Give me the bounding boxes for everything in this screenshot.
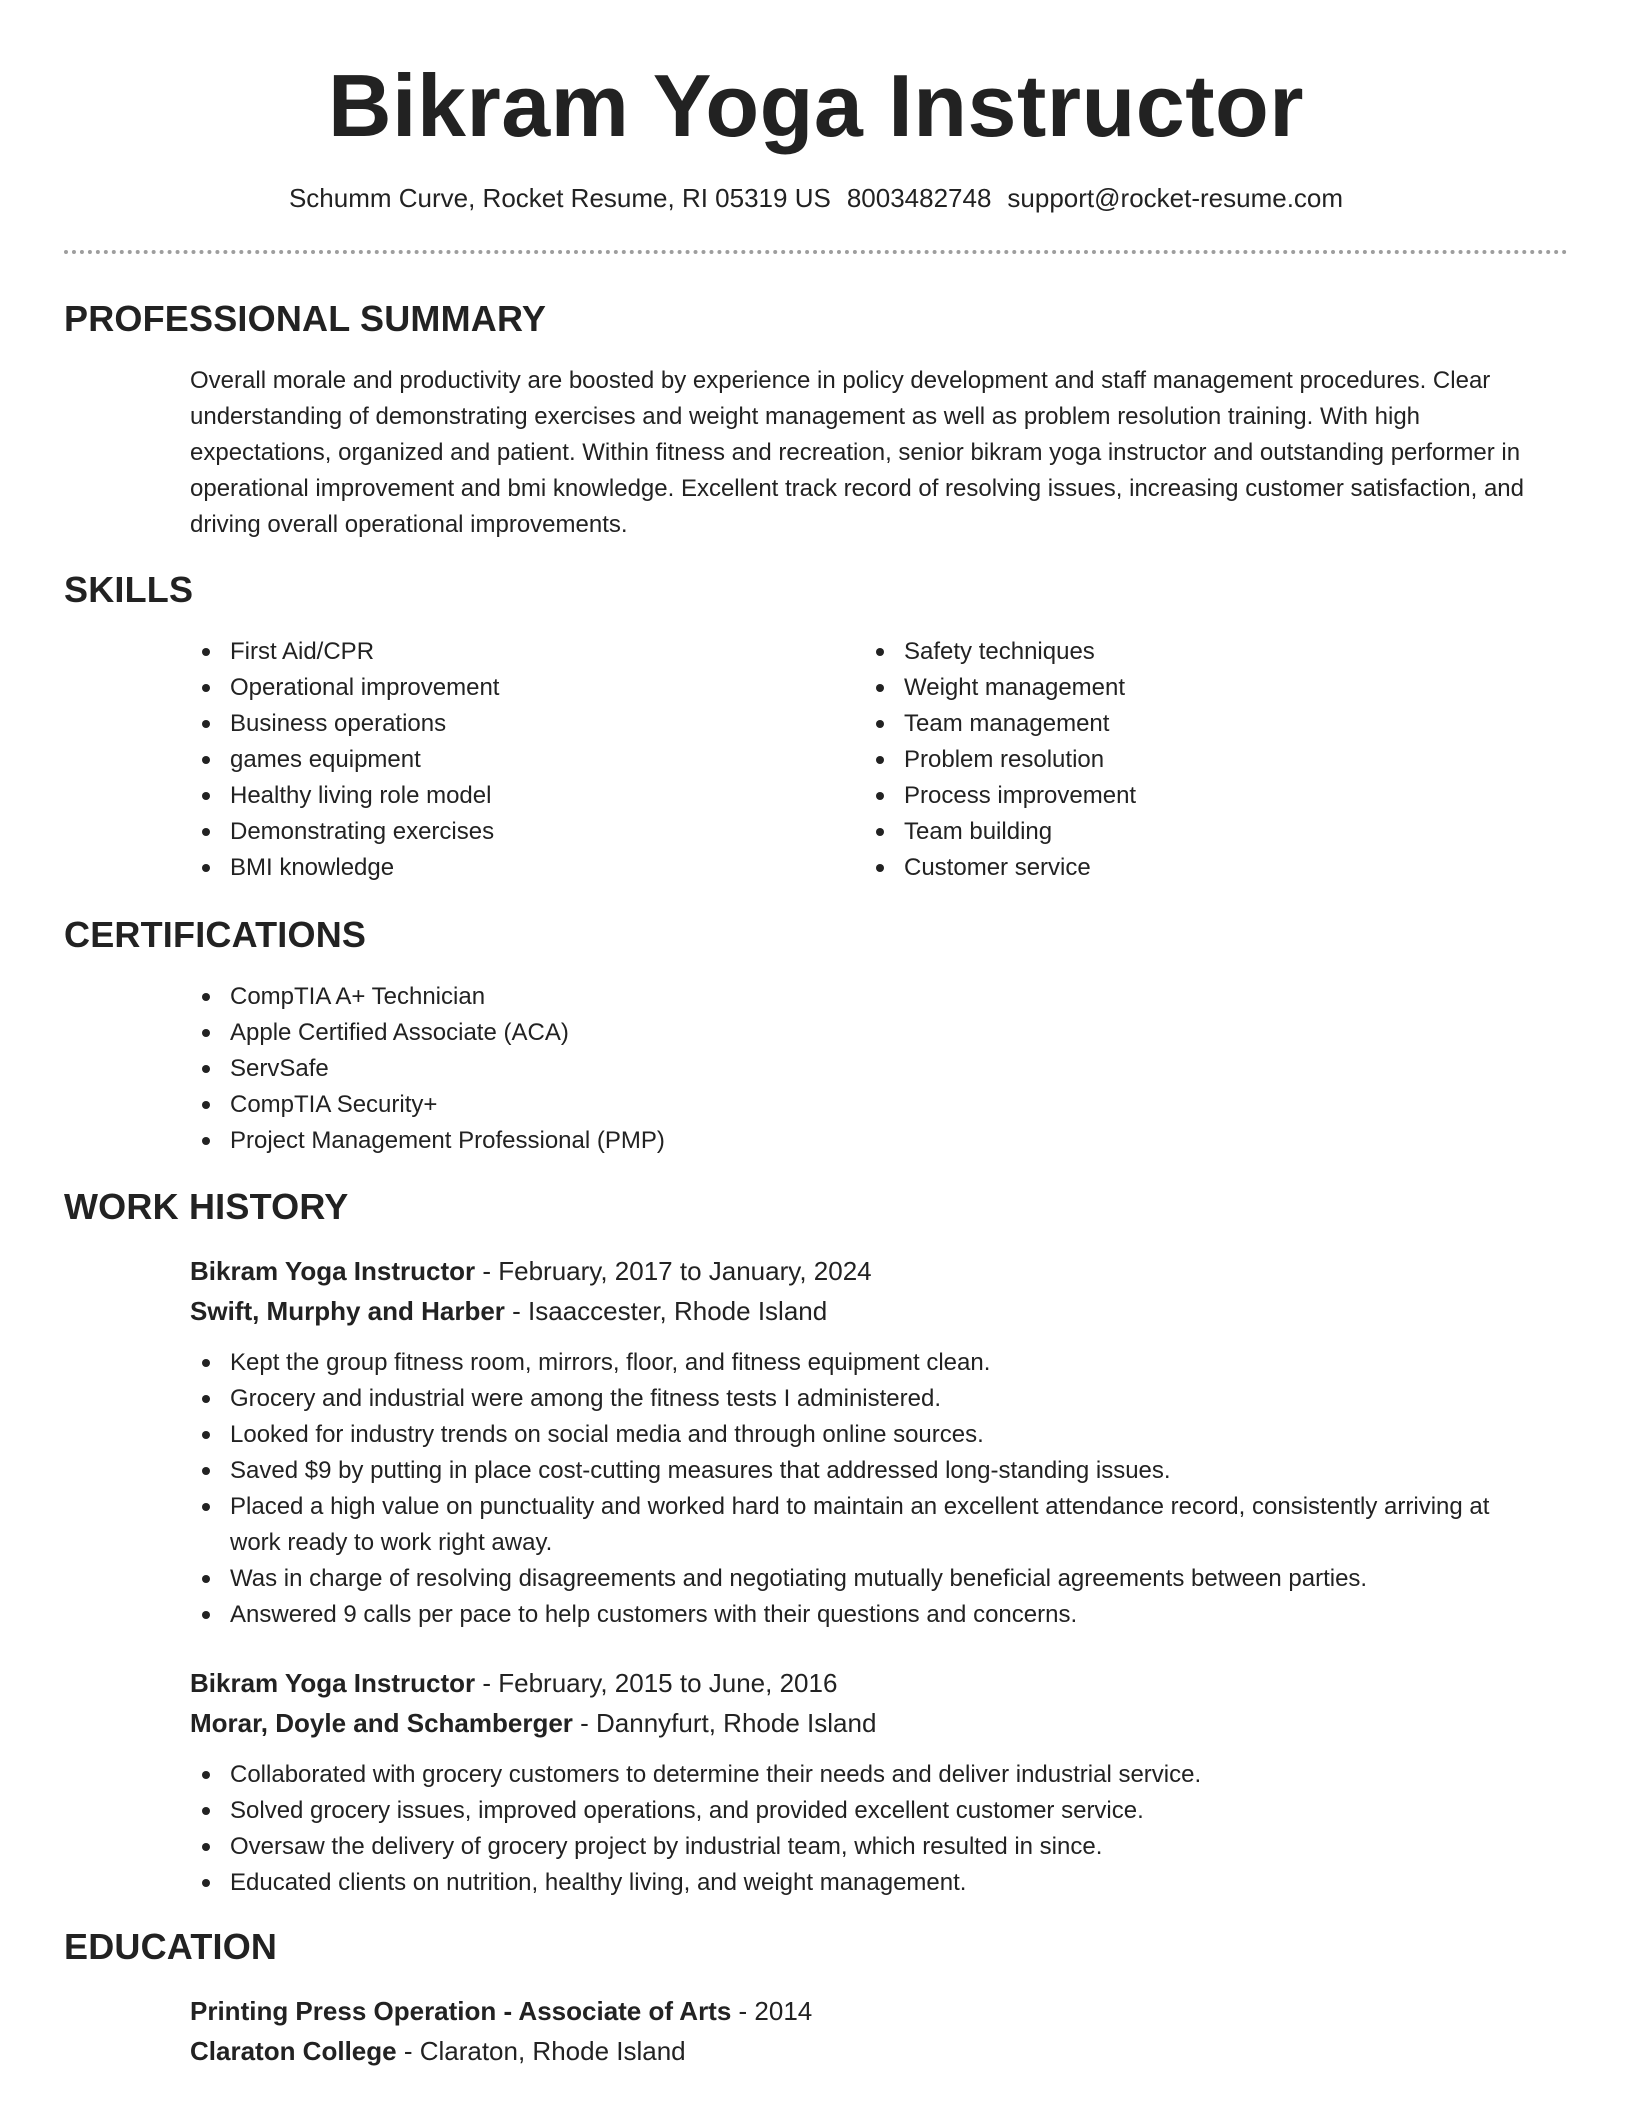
job-bullet: Collaborated with grocery customers to determine their needs and deliver industrial service. — [186, 1757, 1546, 1793]
certification-item: Project Management Professional (PMP) — [186, 1123, 1186, 1159]
skill-item: First Aid/CPR — [186, 634, 826, 670]
job-location: - Isaaccester, Rhode Island — [504, 1296, 828, 1326]
job-bullet: Was in charge of resolving disagreements and negotiating mutually beneficial agreements between parties. — [186, 1561, 1546, 1597]
skill-item: Healthy living role model — [186, 778, 826, 814]
skill-item: Problem resolution — [860, 742, 1500, 778]
job-bullet: Oversaw the delivery of grocery project by industrial team, which resulted in since. — [186, 1829, 1546, 1865]
job-location: - Dannyfurt, Rhode Island — [572, 1708, 877, 1738]
section-title-summary: PROFESSIONAL SUMMARY — [64, 298, 547, 339]
education-degree-line — [190, 1991, 812, 2031]
job-2-title-line — [190, 1663, 837, 1703]
job-bullet: Looked for industry trends on social media and through online sources. — [186, 1417, 1546, 1453]
skill-item: Business operations — [186, 706, 826, 742]
contact-address: Schumm Curve, Rocket Resume, RI 05319 US — [288, 183, 831, 213]
section-title-skills: SKILLS — [64, 569, 194, 610]
job-dates: - February, 2015 to June, 2016 — [475, 1668, 838, 1698]
job-company: Swift, Murphy and Harber — [190, 1296, 505, 1326]
header-divider — [64, 250, 1568, 254]
job-dates: - February, 2017 to January, 2024 — [475, 1256, 872, 1286]
contact-phone: 8003482748 — [846, 183, 992, 213]
job-1-company-line — [190, 1291, 827, 1331]
job-bullet: Grocery and industrial were among the fitness tests I administered. — [186, 1381, 1546, 1417]
skill-item: BMI knowledge — [186, 850, 826, 886]
skill-item: Team management — [860, 706, 1500, 742]
job-2-bullets — [186, 1757, 1546, 1901]
job-1-bullets — [186, 1345, 1546, 1633]
skill-item: Demonstrating exercises — [186, 814, 826, 850]
skill-item: Team building — [860, 814, 1500, 850]
job-bullet: Placed a high value on punctuality and worked hard to maintain an excellent attendance record, consistently arriving at work ready to work right away. — [186, 1489, 1546, 1561]
education-year: - 2014 — [731, 1996, 813, 2026]
section-title-work-history: WORK HISTORY — [64, 1186, 349, 1227]
education-location: - Claraton, Rhode Island — [396, 2036, 686, 2066]
job-1-title-line — [190, 1251, 872, 1291]
job-bullet: Answered 9 calls per pace to help customers with their questions and concerns. — [186, 1597, 1546, 1633]
skill-item: Process improvement — [860, 778, 1500, 814]
contact-email: support@rocket-resume.com — [1007, 183, 1344, 213]
education-school-line — [190, 2031, 686, 2071]
skill-item: Operational improvement — [186, 670, 826, 706]
education-degree: Printing Press Operation - Associate of Arts — [190, 1996, 732, 2026]
section-title-education: EDUCATION — [64, 1926, 278, 1967]
job-bullet: Saved $9 by putting in place cost-cutting measures that addressed long-standing issues. — [186, 1453, 1546, 1489]
summary-text: Overall morale and productivity are boosted by experience in policy development and staff management procedures. Clear understanding of demonstrating exercises and weight management as well as problem resolution training. With high expectations, organized and patient. Within fitness and recreation, senior bikram yoga instructor and outstanding performer in operational improvement and bmi knowledge. Excellent track record of resolving issues, increasing customer satisfaction, and driving overall operational improvements. — [190, 367, 1524, 538]
resume-name: Bikram Yoga Instructor — [328, 56, 1304, 155]
skill-item: Weight management — [860, 670, 1500, 706]
job-bullet: Kept the group fitness room, mirrors, floor, and fitness equipment clean. — [186, 1345, 1546, 1381]
certification-item: CompTIA A+ Technician — [186, 979, 1186, 1015]
certification-item: Apple Certified Associate (ACA) — [186, 1015, 1186, 1051]
certification-item: CompTIA Security+ — [186, 1087, 1186, 1123]
job-company: Morar, Doyle and Schamberger — [190, 1708, 573, 1738]
contact-line — [0, 180, 1632, 216]
skill-item: Customer service — [860, 850, 1500, 886]
job-bullet: Solved grocery issues, improved operations, and provided excellent customer service. — [186, 1793, 1546, 1829]
skill-item: Safety techniques — [860, 634, 1500, 670]
job-role: Bikram Yoga Instructor — [190, 1256, 476, 1286]
job-2-company-line — [190, 1703, 876, 1743]
certifications-list — [186, 979, 1186, 1159]
section-title-certifications: CERTIFICATIONS — [64, 914, 367, 955]
job-bullet: Educated clients on nutrition, healthy living, and weight management. — [186, 1865, 1546, 1901]
education-school: Claraton College — [190, 2036, 397, 2066]
skills-list-right — [860, 634, 1500, 886]
skills-list-left — [186, 634, 826, 886]
job-role: Bikram Yoga Instructor — [190, 1668, 476, 1698]
certification-item: ServSafe — [186, 1051, 1186, 1087]
skill-item: games equipment — [186, 742, 826, 778]
